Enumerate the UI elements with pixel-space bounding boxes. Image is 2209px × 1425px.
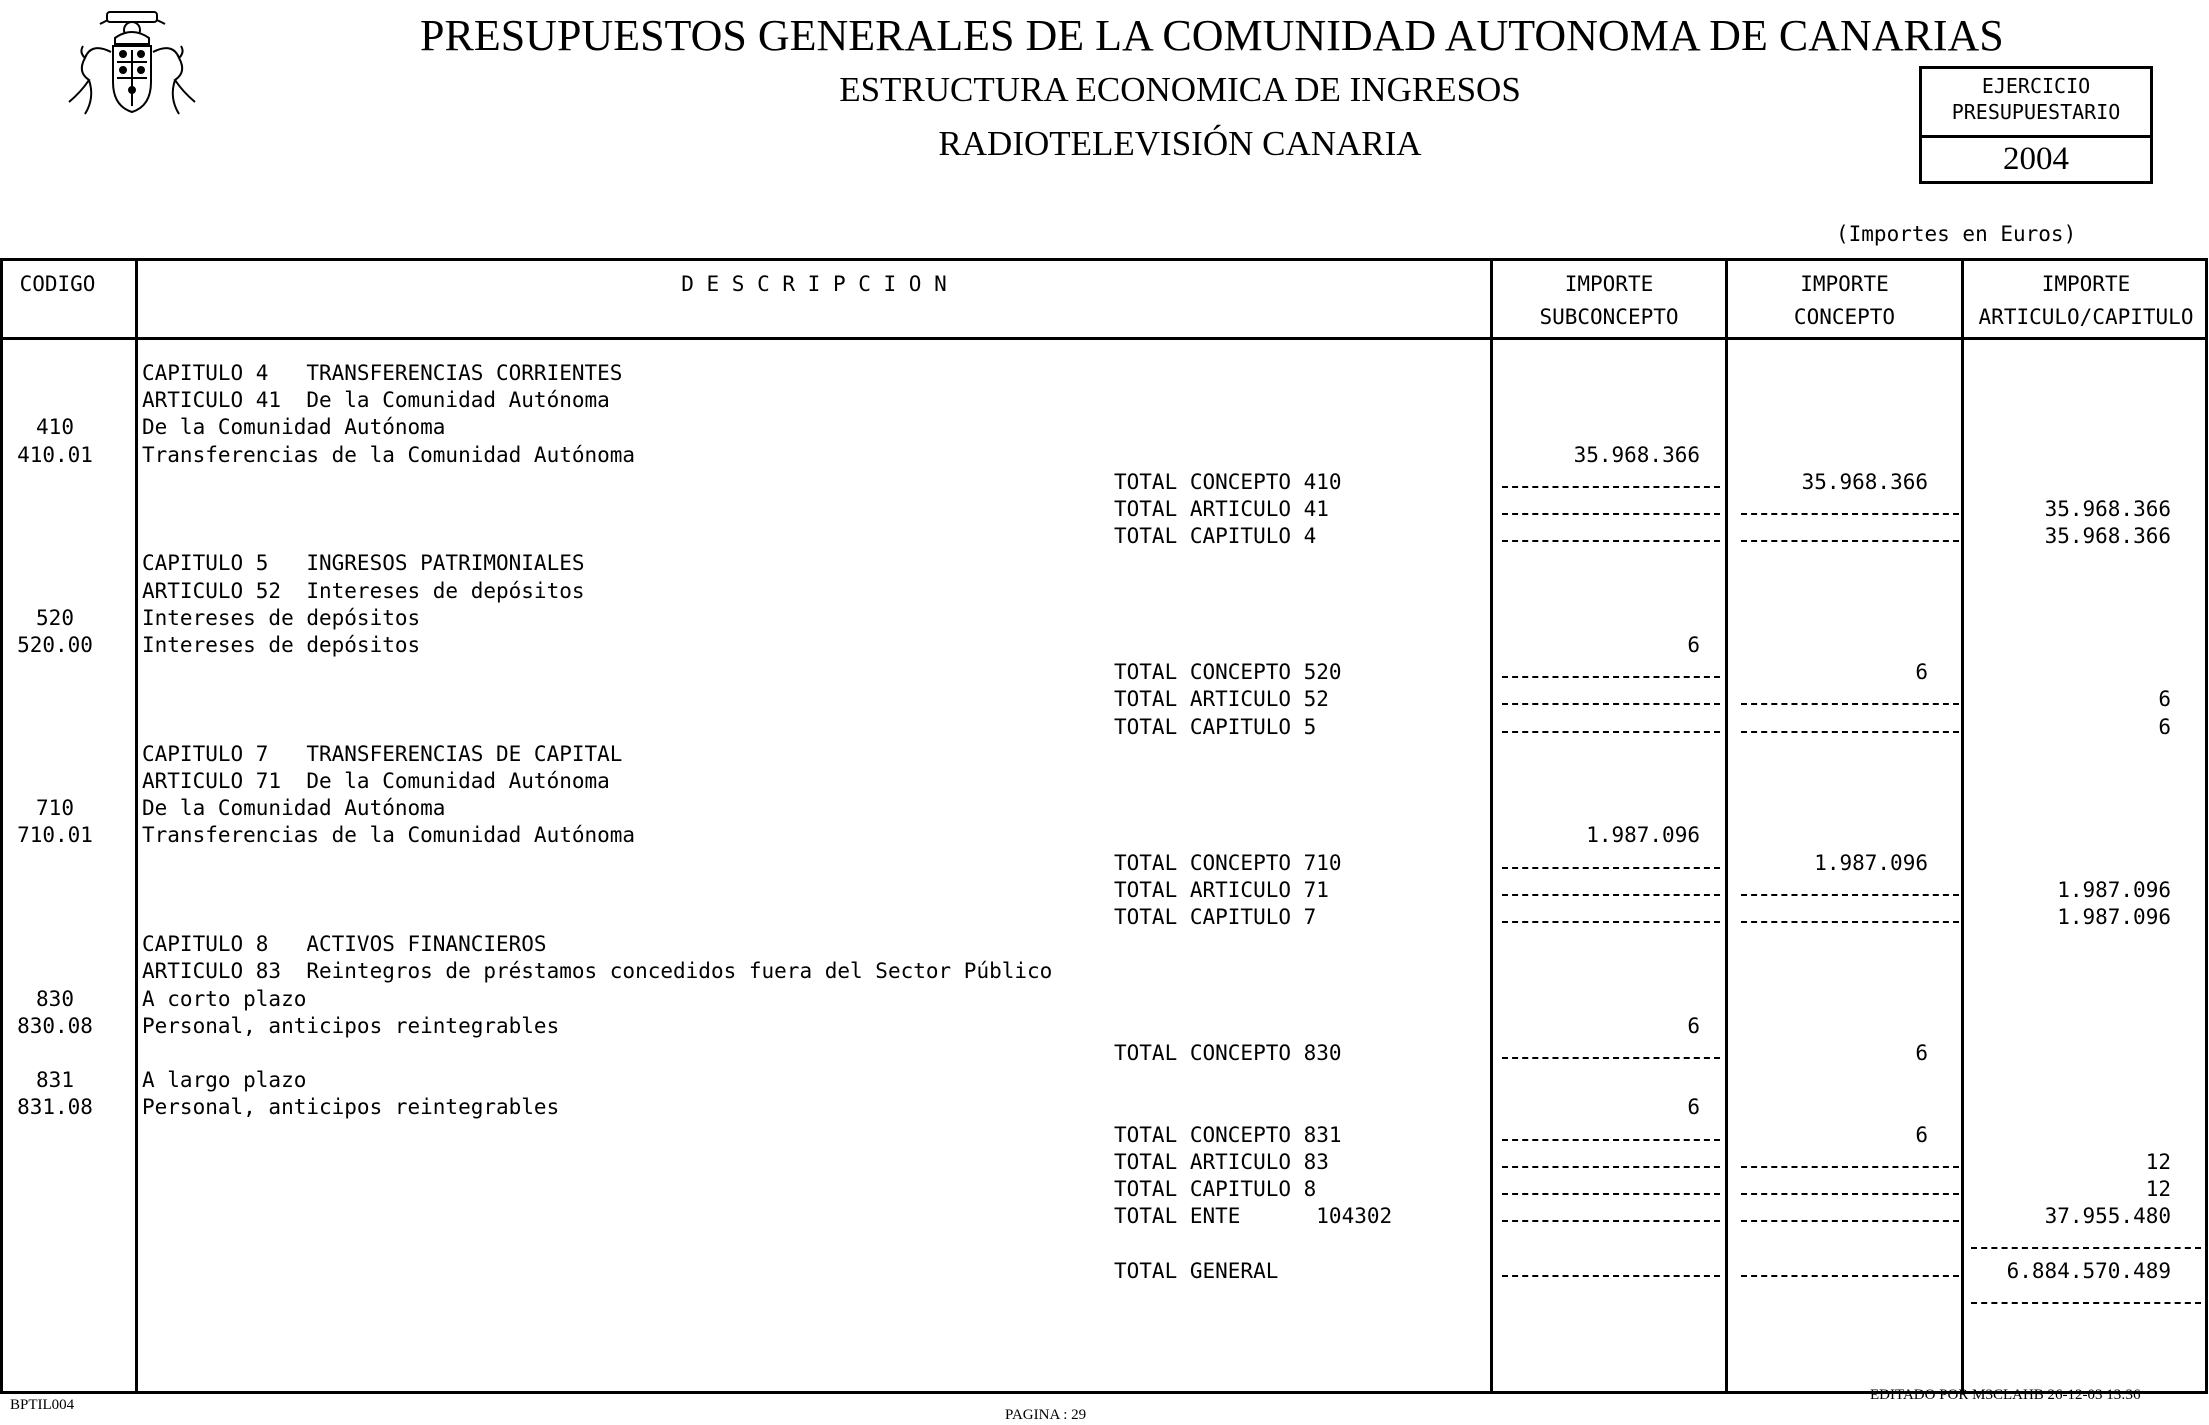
table-total-row [0, 686, 2209, 713]
table-total-row [0, 1203, 2209, 1230]
row-total-label: TOTAL ARTICULO 83 [1114, 1149, 1329, 1174]
amount-articulo-capitulo: 1.987.096 [2057, 905, 2171, 929]
table-row [0, 1067, 2209, 1094]
amount-concepto: 1.987.096 [1814, 850, 1928, 875]
coat-of-arms-logo [55, 2, 210, 124]
dashed-line-concepto [1741, 1220, 1959, 1222]
amount-articulo-capitulo: 35.968.366 [2044, 497, 2171, 521]
row-description: De la Comunidad Autónoma [142, 796, 446, 821]
row-total-label: TOTAL GENERAL [1114, 1258, 1279, 1283]
table-total-row [0, 496, 2209, 523]
table-row [0, 605, 2209, 632]
table-row [0, 1013, 2209, 1040]
table-separator-row [0, 1285, 2209, 1312]
page-subtitle-entity: RADIOTELEVISIÓN CANARIA [938, 124, 1422, 163]
row-total-label: TOTAL CAPITULO 4 [1114, 524, 1317, 549]
row-total-label: TOTAL CAPITULO 8 [1114, 1177, 1317, 1201]
amount-articulo-capitulo: 1.987.096 [2057, 877, 2171, 902]
row-total-label: TOTAL ARTICULO 52 [1114, 687, 1329, 712]
dashed-line-concepto [1741, 513, 1959, 515]
table-total-row [0, 1258, 2209, 1285]
row-total-label: TOTAL CONCEPTO 831 [1114, 1122, 1342, 1147]
row-description: Transferencias de la Comunidad Autónoma [142, 823, 636, 848]
table-row [0, 632, 2209, 659]
column-header-concepto: IMPORTE CONCEPTO [1793, 272, 1896, 329]
amount-articulo-capitulo: 35.968.366 [2044, 524, 2171, 549]
row-description: A corto plazo [142, 986, 307, 1011]
dashed-line-subconcepto [1502, 1275, 1720, 1277]
table-total-row [0, 523, 2209, 550]
row-description: Intereses de depósitos [142, 605, 421, 630]
table-row [0, 958, 2209, 985]
row-code: 410 [36, 415, 74, 440]
page-number: PAGINA : 29 [1005, 1407, 1087, 1423]
dashed-line-articulo [1971, 1302, 2201, 1304]
row-code: 830 [36, 986, 74, 1011]
table-row [0, 1094, 2209, 1121]
edition-stamp: EDITADO POR M3CLAHB 26-12-03 13:36 [1870, 1387, 2141, 1403]
row-description: CAPITULO 5 INGRESOS PATRIMONIALES [142, 551, 585, 576]
amount-articulo-capitulo: 12 [2145, 1177, 2171, 1201]
row-total-label: TOTAL ARTICULO 41 [1114, 497, 1329, 521]
table-header-divider [0, 337, 2208, 340]
report-code: BPTIL004 [10, 1397, 75, 1413]
table-total-row [0, 877, 2209, 904]
amount-concepto: 6 [1915, 1122, 1928, 1147]
row-description: ARTICULO 41 De la Comunidad Autónoma [142, 388, 610, 413]
row-description: Personal, anticipos reintegrables [142, 1095, 560, 1120]
row-total-label: TOTAL CAPITULO 5 [1114, 714, 1317, 739]
table-row [0, 741, 2209, 768]
dashed-line-concepto [1741, 1166, 1959, 1168]
page-subtitle-structure: ESTRUCTURA ECONOMICA DE INGRESOS [839, 70, 1521, 109]
dashed-line-subconcepto [1502, 1139, 1720, 1141]
dashed-line-concepto [1741, 894, 1959, 896]
dashed-line-concepto [1741, 1275, 1959, 1277]
table-row [0, 986, 2209, 1013]
row-code: 410.01 [17, 442, 93, 467]
table-separator-row [0, 1230, 2209, 1257]
table-row [0, 360, 2209, 387]
table-row [0, 550, 2209, 577]
dashed-line-subconcepto [1502, 513, 1720, 515]
column-header-descripcion: D E S C R I P C I O N [681, 272, 947, 296]
amount-subconcepto: 6 [1687, 633, 1700, 657]
amount-subconcepto: 35.968.366 [1573, 442, 1700, 467]
table-total-row [0, 714, 2209, 741]
dashed-line-subconcepto [1502, 894, 1720, 896]
row-code: 710 [36, 796, 74, 821]
budget-year-box [1919, 66, 2153, 184]
dashed-line-concepto [1741, 731, 1959, 733]
budget-year-divider [1922, 135, 2150, 138]
dashed-line-subconcepto [1502, 921, 1720, 923]
table-row [0, 414, 2209, 441]
dashed-line-concepto [1741, 921, 1959, 923]
dashed-line-subconcepto [1502, 1166, 1720, 1168]
row-description: Personal, anticipos reintegrables [142, 1013, 560, 1038]
row-description: A largo plazo [142, 1068, 307, 1093]
amount-subconcepto: 6 [1687, 1013, 1700, 1038]
page-title: PRESUPUESTOS GENERALES DE LA COMUNIDAD AUTONOMA DE CANARIAS [420, 11, 2004, 60]
dashed-line-subconcepto [1502, 867, 1720, 869]
table-total-row [0, 1149, 2209, 1176]
row-total-label: TOTAL CONCEPTO 520 [1114, 660, 1342, 685]
table-total-row [0, 469, 2209, 496]
dashed-line-subconcepto [1502, 486, 1720, 488]
budget-year-label: EJERCICIO PRESUPUESTARIO [1951, 74, 2121, 124]
amount-subconcepto: 1.987.096 [1586, 823, 1700, 848]
row-code: 520.00 [17, 633, 93, 657]
row-total-label: TOTAL ENTE 104302 [1114, 1204, 1393, 1229]
row-code: 520 [36, 605, 74, 630]
table-row [0, 795, 2209, 822]
row-total-label: TOTAL CONCEPTO 410 [1114, 469, 1342, 494]
table-row [0, 931, 2209, 958]
row-total-label: TOTAL ARTICULO 71 [1114, 877, 1329, 902]
amount-articulo-capitulo: 6 [2158, 687, 2171, 712]
column-header-codigo: CODIGO [19, 272, 96, 296]
dashed-line-concepto [1741, 703, 1959, 705]
row-description: Intereses de depósitos [142, 633, 421, 657]
row-description: ARTICULO 52 Intereses de depósitos [142, 578, 585, 603]
table-total-row [0, 1040, 2209, 1067]
table-row [0, 442, 2209, 469]
dashed-line-subconcepto [1502, 1220, 1720, 1222]
row-description: CAPITULO 8 ACTIVOS FINANCIEROS [142, 932, 547, 957]
table-row [0, 578, 2209, 605]
row-code: 830.08 [17, 1013, 93, 1038]
amount-articulo-capitulo: 12 [2145, 1149, 2171, 1174]
dashed-line-subconcepto [1502, 540, 1720, 542]
dashed-line-subconcepto [1502, 1193, 1720, 1195]
table-total-row [0, 904, 2209, 931]
row-description: CAPITULO 4 TRANSFERENCIAS CORRIENTES [142, 361, 623, 385]
dashed-line-concepto [1741, 1193, 1959, 1195]
row-code: 831.08 [17, 1095, 93, 1120]
table-row [0, 822, 2209, 849]
amount-concepto: 35.968.366 [1801, 469, 1928, 494]
table-total-row [0, 1122, 2209, 1149]
row-code: 831 [36, 1068, 74, 1093]
dashed-line-subconcepto [1502, 703, 1720, 705]
table-total-row [0, 1176, 2209, 1203]
units-note: (Importes en Euros) [1836, 222, 2077, 246]
dashed-line-subconcepto [1502, 676, 1720, 678]
amount-articulo-capitulo: 6.884.570.489 [2006, 1258, 2171, 1283]
row-description: Transferencias de la Comunidad Autónoma [142, 442, 636, 467]
amount-concepto: 6 [1915, 660, 1928, 685]
amount-concepto: 6 [1915, 1041, 1928, 1065]
amount-subconcepto: 6 [1687, 1095, 1700, 1120]
table-total-row [0, 659, 2209, 686]
row-total-label: TOTAL CONCEPTO 830 [1114, 1041, 1342, 1065]
row-code: 710.01 [17, 823, 93, 848]
amount-articulo-capitulo: 6 [2158, 714, 2171, 739]
row-total-label: TOTAL CONCEPTO 710 [1114, 850, 1342, 875]
table-row [0, 768, 2209, 795]
row-description: ARTICULO 71 De la Comunidad Autónoma [142, 769, 610, 793]
amount-articulo-capitulo: 37.955.480 [2044, 1204, 2171, 1229]
row-description: ARTICULO 83 Reintegros de préstamos concedidos fuera del Sector Público [142, 959, 1053, 984]
dashed-line-subconcepto [1502, 731, 1720, 733]
table-row [0, 387, 2209, 414]
budget-year-value: 2004 [2003, 141, 2069, 177]
row-total-label: TOTAL CAPITULO 7 [1114, 905, 1317, 929]
dashed-line-subconcepto [1502, 1057, 1720, 1059]
column-header-subconcepto: IMPORTE SUBCONCEPTO [1539, 272, 1679, 329]
table-total-row [0, 850, 2209, 877]
row-description: De la Comunidad Autónoma [142, 415, 446, 440]
row-description: CAPITULO 7 TRANSFERENCIAS DE CAPITAL [142, 741, 623, 766]
column-header-articulo-capitulo: IMPORTE ARTICULO/CAPITULO [1978, 272, 2194, 329]
dashed-line-concepto [1741, 540, 1959, 542]
dashed-line-articulo [1971, 1247, 2201, 1249]
